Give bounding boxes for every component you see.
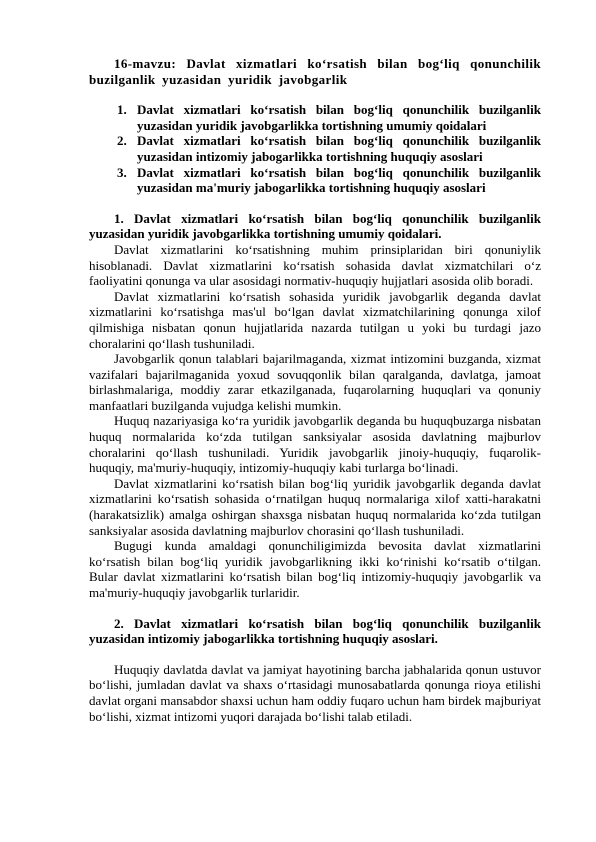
outline-number: 1. xyxy=(117,102,127,118)
section-1-heading: 1. Davlat xizmatlari ko‘rsatish bilan bog‘liq qonunchilik buzilganlik yuzasidan yuridik javobgarlikka tortishning umumiy qoidalari. xyxy=(89,210,541,242)
topic-outline xyxy=(89,102,541,196)
section-2-heading: 2. Davlat xizmatlari ko‘rsatish bilan bog‘liq qonunchilik buzilganlik yuzasidan intizomiy jabogarlikka tortishning huquqiy asoslari. xyxy=(89,615,541,647)
outline-text: Davlat xizmatlari ko‘rsatish bilan bog‘liq qonunchilik buzilganlik yuzasidan yuridik javobgarlikka tortishning umumiy qoidalari xyxy=(137,102,541,133)
document-title: 16-mavzu: Davlat xizmatlari ko‘rsatish bilan bog‘liq qonunchilik buzilganlik yuzasidan yuridik javobgarlik xyxy=(89,56,541,87)
section-1-paragraph: Bugugi kunda amaldagi qonunchiligimizda bevosita davlat xizmatlarini ko‘rsatish bilan bog‘liq yuridik javobgarlikning ikki ko‘rinishi ko‘rsatib o‘tilgan. Bular davlat xizmatlarini ko‘rsatish bilan bog‘liq intizomiy-huquqiy javobgarlik va ma'muriy-huquqiy javobgarlik turlaridir. xyxy=(89,538,541,600)
outline-item-3 xyxy=(117,164,541,196)
section-1-paragraph: Huquq nazariyasiga ko‘ra yuridik javobgarlik deganda bu huquqbuzarga nisbatan huquq normalarida ko‘zda tutilgan sanksiyalar asosida davlatning majburlov choralarini qo‘llash tushuniladi. Yuridik javobgarlik jinoiy-huquqiy, fuqarolik-huquqiy, ma'muriy-huquqiy, intizomiy-huquqiy kabi turlarga bo‘linadi. xyxy=(89,413,541,476)
outline-number: 3. xyxy=(117,164,127,180)
section-1-paragraph: Davlat xizmatlarini ko‘rsatish sohasida yuridik javobgarlik deganda davlat xizmatlarini ko‘rsatishga mas'ul bo‘lgan davlat xizmatchilarining qonunga xilof qilmishiga nisbatan qonun hujjatlarida nazarda tutilgan u yoki bu turdagi jazo choralarini qo‘llash tushuniladi. xyxy=(89,288,541,351)
section-2-paragraph: Huquqiy davlatda davlat va jamiyat hayotining barcha jabhalarida qonun ustuvor bo‘lishi, jumladan davlat va shaxs o‘rtasidagi munosabatlarda qonunga rioya etilishi davlat organi mansabdor shaxsi uchun ham oddiy fuqaro uchun ham birdek majburiyat bo‘lishi, xizmat intizomi yuqori darajada bo‘lishi talab etiladi. xyxy=(89,661,541,724)
section-1-paragraph: Davlat xizmatlarini ko‘rsatish bilan bog‘liq yuridik javobgarlik deganda davlat xizmatlarini ko‘rsatish sohasida o‘rnatilgan huquq normalariga xilof xatti-harakatni (harakatsizlik) amalga oshirgan shaxsga nisbatan huquq normalarida ko‘zda tutilgan sanksiyalar asosida davlatning majburlov chorasini qo‘llash tushuniladi. xyxy=(89,475,541,538)
outline-text: Davlat xizmatlari ko‘rsatish bilan bog‘liq qonunchilik buzilganlik yuzasidan ma'muriy jabogarlikka tortishning huquqiy asoslari xyxy=(137,164,541,196)
outline-number: 2. xyxy=(117,133,127,149)
section-1-paragraph: Davlat xizmatlarini ko‘rsatishning muhim prinsiplaridan biri qonuniylik hisoblanadi. Davlat xizmatlarini ko‘rsatish sohasida davlat xizmatchilari o‘z faoliyatini qonunga va ular asosidagi normativ-huquqiy hujjatlari asosida olib boradi. xyxy=(89,241,541,289)
outline-item-1 xyxy=(117,102,541,133)
outline-item-2 xyxy=(117,133,541,164)
section-1-paragraph: Javobgarlik qonun talablari bajarilmaganda, xizmat intizomini buzganda, xizmat vazifalari bajarilmaganida yoxud sovuqqonlik bilan qaralganda, davlatga, jamoat birlashmalariga, moddiy zarar etkazilganada, fuqarolarning huquqlari va qonuniy manfaatlari buzilganda vujudga kelishi mumkin. xyxy=(89,351,541,413)
outline-text: Davlat xizmatlari ko‘rsatish bilan bog‘liq qonunchilik buzilganlik yuzasidan intizomiy jabogarlikka tortishning huquqiy asoslari xyxy=(137,133,541,164)
